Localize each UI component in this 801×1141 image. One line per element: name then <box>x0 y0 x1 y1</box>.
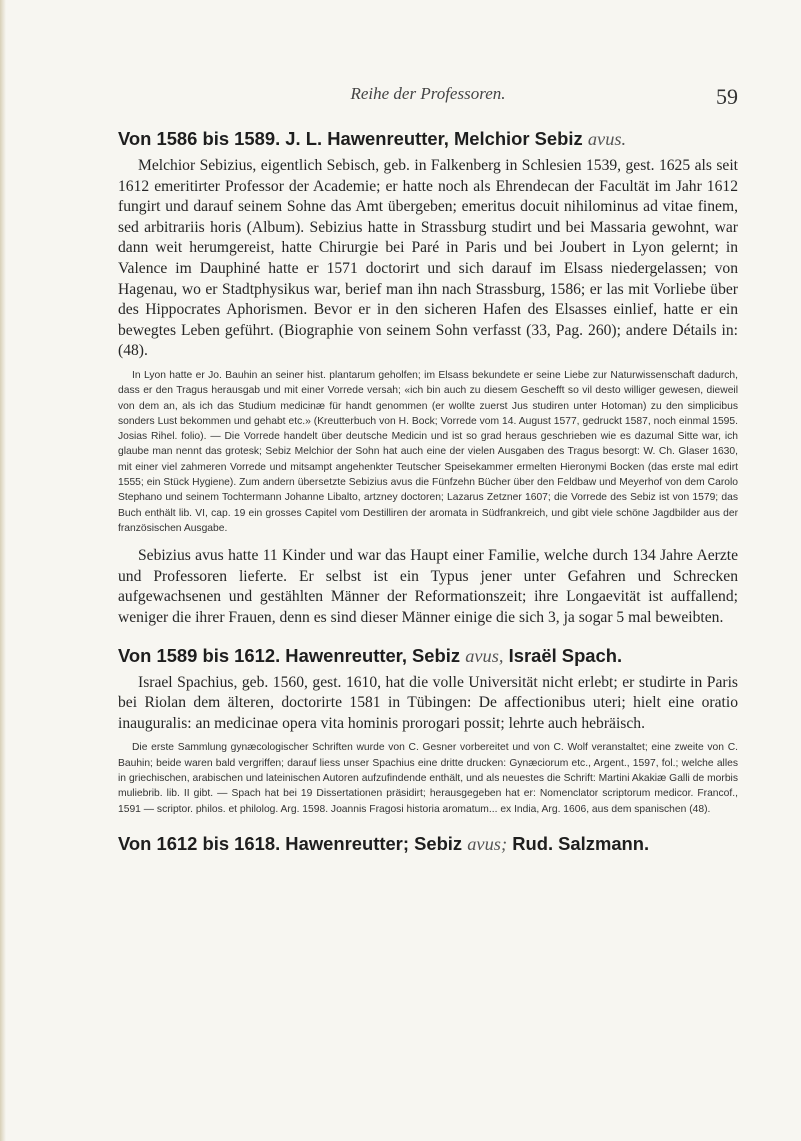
section-heading-text: Von 1589 bis 1612. Hawenreutter, Sebiz <box>118 644 461 666</box>
running-title: Reihe der Professoren. <box>350 84 506 103</box>
section-heading-1586 <box>118 128 738 150</box>
section-heading-italic: avus; <box>467 833 508 854</box>
section-heading-rest: Israël Spach. <box>508 644 623 666</box>
page-binding-shadow <box>0 0 6 1141</box>
page-number: 59 <box>716 84 738 109</box>
paragraph-sebizius-biography: Melchior Sebizius, eigentlich Sebisch, geb. in Falkenberg in Schlesien 1539, gest. 1625 als seit 1612 emeritirter Professor der Academie; er hatte noch als Ehrendecan der Facultät im Jahr 1612 fungirt und darauf seinem Sohne das Amt übergeben; emeritus docuit nihilominus ad vitae finem, sed arbitrariis horis (Album). Sebizius hatte in Strassburg studirt und bei Massaria gewohnt, war dann weit herumgereist, hatte Chirurgie bei Paré in Paris und bei Joubert in Lyon gelernt; in Valence im Dauphiné hatte er 1571 doctorirt und sich darauf im Elsass niedergelassen; von Hagenau, wo er Stadtphysikus war, berief man ihn nach Strassburg, 1586; er las mit Vorliebe über des Hippocrates Aphorismen. Bevor er in den sicheren Hafen des Elsasses einlief, hatte er ein bewegtes Leben geführt. (Biographie von seinem Sohn verfasst (33, Pag. 260); andere Détails in: (48). <box>118 157 738 360</box>
paragraph-spachius-biography: Israel Spachius, geb. 1560, gest. 1610, hat die volle Universität nicht erlebt; er studirte in Paris bei Riolan dem älteren, doctorirte 1581 in Tübingen: De affectionibus uteri; hielt eine oratio inauguralis: an medicinae opera vita hominis prorogari possit; lehrte auch hebräisch. <box>118 673 738 732</box>
section-heading-italic: avus, <box>465 645 504 666</box>
section-heading-rest: Rud. Salzmann. <box>512 832 650 854</box>
section-heading-text: Von 1586 bis 1589. J. L. Hawenreutter, Melchior Sebiz <box>118 128 583 149</box>
section-heading-text: Von 1612 bis 1618. Hawenreutter; Sebiz <box>118 832 463 854</box>
footnote-gynaecology-collection: Die erste Sammlung gynæcologischer Schriften wurde von C. Gesner vorbereitet und von C. Wolf veranstaltet; eine zweite von C. Bauhin; beide waren bald vergriffen; darauf liess unser Spachius eine dritte drucken: Gynæciorum etc., Argent., 1597, fol.; welche alles in griechischen, arabischen und lateinischen Autoren aufzufindende enthält, und als neuestes die Schrift: Martini Akakiæ Galli de morbis muliebrib. lib. II gibt. — Spach hat bei 19 Dissertationen präsidirt; herausgegeben hat er: Nomenclator scriptorum medicor. Francof., 1591 — scriptor. philos. et philolog. Arg. 1598. Joannis Fragosi historia aromatum... ex India, Arg. 1606, aus dem spanischen (48). <box>118 742 738 815</box>
section-heading-italic: avus. <box>587 129 627 149</box>
section-heading-1589 <box>118 645 738 667</box>
book-page <box>118 84 738 861</box>
running-head <box>118 84 738 112</box>
paragraph-sebizius-family: Sebizius avus hatte 11 Kinder und war das Haupt einer Familie, welche durch 134 Jahre Aerzte und Professoren lieferte. Er selbst ist ein Typus jener unter Gefahren und Schrecken aufgewachsenen und gestählten Männer der Reformationszeit; ihre Longaevität ist auffallend; weniger die ihrer Frauen, denn es sind dieser Männer einige die sich 3, ja sogar 5 mal beweibten. <box>118 547 738 626</box>
section-heading-1612 <box>118 833 738 855</box>
footnote-bauhin-tragus: In Lyon hatte er Jo. Bauhin an seiner hist. plantarum geholfen; im Elsass bekundete er seine Liebe zur Naturwissenschaft dadurch, dass er den Tragus herausgab und mit einer Vorrede versah; «ich bin auch zu diesem Geschefft so vil desto williger gewesen, dieweil von dem an, als ich das Studium medicinæ für handt genommen (er wollte zuerst Jus studiren unter Hotoman) zu den simplicibus sonders Lust bekommen und gehabt etc.» (Kreutterbuch von H. Bock; Vorrede vom 14. August 1577, gedruckt 1587, noch einmal 1595. Josias Rihel. folio). — Die Vorrede handelt über deutsche Medicin und ist so grad heraus geschrieben wie es dazumal Sitte war, ich glaube man nennt das grotesk; Sebiz Melchior der Sohn hat auch eine der vielen Ausgaben des Tragus besorgt: W. Ch. Glaser 1630, mit einer viel zahmeren Vorrede und mitsampt angehenkter Teutscher Speisekammer ermelten Hieronymi Bocken (das erste mal edirt 1555; ein Stück Hygiene). Zum andern übersetzte Sebizius avus die Fünfzehn Bücher über den Feldbaw und Meyerhof von dem Carolo Stephano und seinem Tochtermann Johanne Libalto, artzney doctoren; Lazarus Zetzner 1607; die Vorrede des Sebiz ist von 1579; das Buch enthält lib. VI, cap. 19 ein grosses Capitel vom Destilliren der aromata in Südfrankreich, und gibt viele schöne Jagdbilder aus der französischen Ausgabe. <box>118 369 738 534</box>
